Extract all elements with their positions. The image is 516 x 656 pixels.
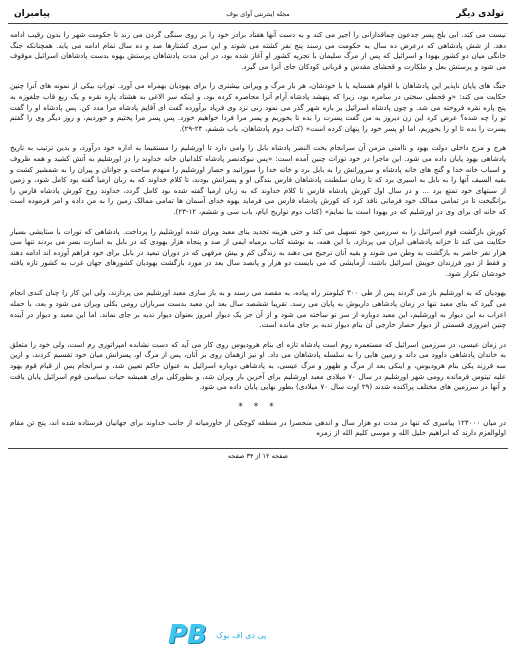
- paragraph-last: در میان ۱۲۴۰۰۰ پیامبری که تنها در مدت دو هزار سال و اندهی منحصرا در منطقه کوچکی از خاورمیانه از جانب خداوند برای جهانیان فرستاده شده اند، پنج تن مقام اولوالعزم دارند که ابراهیم خلیل الله و موسی کلیم الله از زمره: [10, 417, 507, 438]
- book-title: تولدی دیگر: [456, 9, 504, 19]
- paragraph: کورش بازگشت قوم اسرائیل را به سرزمین خود تسهیل می کند و حتی هزینه تجدید بنای معبد ویران شده اورشلیم را پرداخت. پادشاهی که تورات با ستایشی بسیار حکایت می کند تا خزانه پادشاهی ایران می پردازد. با این همه، به نوشته کتاب برمیاه ایمی از صد و پنجاه هزار یهودی که در بابل به اسارت بسر می بردند تنها سی هزار نفر حاضر به بازگشت به وطن می شوند و بقیه آنان ترجیح می دهند به زندگی کم و بیش مرفهی که در دوران تبعید در بابل برای خود فراهم آورده اند ادامه دهند و فقط از دور فرزندان خویش اسرائیل باشند، آزمایشی که می بایست دو هزار و پانصد سال بعد در مورد بازگشت یهودیان کشورهای جهان غرب به کشور تازه یافته خودشان تکرار شود.: [10, 226, 506, 278]
- section-separator: * * *: [238, 401, 278, 412]
- paragraph: در زمان عیسی، در سرزمین اسرائیل که مستعمره روم است پادشاه تازه ای بنام هرودیوس روی کار می آید که دست نشانده امپراتوری رم است، ولی خود را متعلق به خاندان پادشاهی داوود می داند و زمین هایی را به سلسله پادشاهان می داد. او نیز ازهمان روی بر آنان، پس از مرگ او، پسرانش میان خود تقسیم کردند، و ازین سه فرزند یکی بنام هرودیوس، و اینکی بعد از مرگ و ظهور و مرگ عیسی، به پادشاهی دوباره اسرائیل به عنوان حاکم تعیین شد، و سرانجام پس از قیام قوم یهود علیه تیتوس فرمانده رومی شهر اورشلیم در سال ۷۰ میلادی معبد اورشلیم برای آخرین بار ویران شد، و بطورکلی برای همیشه حیات سیاسی قوم اسرائیل پایان یافت و آنها در سرزمین های مختلف پراکنده شدند (۲۹ اوت سال ۷۰ میلادی) بطور نهایی پایان داده می شود.: [10, 339, 506, 392]
- page-number: صفحه ۱۲ از ۳۴ صفحه: [227, 452, 289, 460]
- header-divider: [8, 23, 508, 24]
- footer-divider: [8, 448, 508, 449]
- author-name: پیامبران: [14, 9, 51, 19]
- page-header: [8, 6, 508, 22]
- pdfbook-logo: [168, 620, 358, 650]
- logo-tagline: پی دی اف بوک: [216, 631, 267, 640]
- paragraph: نیست می کند. ابی بلخ پسر جدعون چماقدارانی را اجیر می کند و به دست آنها هفتاد برادر خود را بر روی سنگی گردن می زند تا حکومت شهر را بدون رقیب ادامه دهد. از شش پادشاهی که درعرض ده سال به حکومت می رسند پنج نفر کشته می شوند و این سری کشتارها صد و ده سال تمام ادامه می یابد. همچنانکه جنگ خانگی میان دو کشور یهودا و اسرائیل که پس از مرگ سلیمان با تجزیه کشور او آغاز شده بود، در این مدت پادشاهان پرستش یهوه بدست پادشاهان اسرائیل موقوف می شود و پرستش بعل و ملکارت و قحشای مقدس و قربانی کودکان جای آنرا می گیرد.: [10, 30, 506, 71]
- magazine-name: مجله اینترنتی آوای بوف: [226, 10, 290, 18]
- paragraph: جنگ های پایان ناپذیر این پادشاهان با اقوام همسایه یا با خودشان، هر بار مرگ و ویرانی بیشتری را برای یهودیان بهمراه می آورد. توراتِ بیکی از نمونه های آنرا چنین حکایت می کند: «و قحطی سختی در سامره بود، زیرا که پنهشد پادشاه آرام آنرا محاصره کرده بود، و اینکه سر الاغی به هشتاد پاره نقره و یک ربع قاب جلغوزه به پنج پاره نقره فروخته می شد. و چون پادشاه اسرائیل بر باره شهر گذر می نمود زنی نزد وی فریاد برآورده گفت ای آقایم پادشاه مرا مدد کن. پس پادشاه او را گفت تو را چه شده؟ عرض کرد این زن دیروز به من گفت پسرت را بده تا بخوریم و پسر مرا فردا خواهیم خورد. پس پسر مرا پختیم و خوردیم، و روز دیگر وی را گفتم پسرت را بده تا او را بخوریم، اما او پسر خود را پنهان کرده است» (کتاب دوم پادشاهان، باب ششم، ۲۴-۲۹).: [10, 81, 506, 133]
- paragraph: یهودیان که به اورشلیم باز می گردند پس از طی ۳۰۰ کیلومتر راه پیاده، به مقصد می رسند و به باز سازی معبد اورشلیم می پردازند، ولی این کار را چنان کندی انجام می گیرد که بنای معبد تنها در زمان پادشاهی داریوش به پایان می رسد. تقریبا ششصد سال بعد این معبد بدست سربازان رومی بکلی ویران می شود و بعد، با حمله اعراب به این دیوار به اورشلیم، این معبد دوباره از سر نو ساخته می شود و از آن جز یک دیوار امروز بعنوان دیوار ندبه بر جای نماند. اما این معبد و دیوار در آینده چنین امروزی قسمتی از دیوار حصار خارجی آن بنام دیوار ندبه بر جای مانده است.: [10, 288, 506, 330]
- body-text: [8, 30, 508, 439]
- logo-letters: PB: [168, 620, 207, 650]
- paragraph: هرج و مرج داخلی دولت یهود و ناامنی مزمن آن سرانجام بخت النصر پادشاه بابل را وامی دارد تا اورشلیم را مستقیما به اداره خود درآورد، و بدین ترتیب به تاریخ پادشاهی یهود پایان داده می شود. این ماجرا در خود تورات چنین آمده است: «پس نبوکدنصر پادشاه کلدانیان خانه خداوند را در اورشلیم به آتش کشید و همه ظروف و اسباب خانه خدا و گنج های خانه پادشاه و سرورانش را به بابل برد و خانه خدا را سوزانید و حصار اورشلیم را منهدم ساخت و جوانان و پیران را به شمشیر کشت و بقیه السیف آنها را به بابل به اسیری برد که تا زمان سلطنت پادشاهان فارس بندگی او و پسرانش بودند، تا کلام خداوند که به زبان ارمیا گفته بود کامل شود، و زمین از سبتهای خود تمتع برد ... و در سال اول کورش پادشاه فارس تا کلام خداوند که به زبان ارمیا گفته شده بود کامل گردد، خداوند روح کورش پادشاه فارس را برانگیخت تا در تمامی ممالک خود فرمانی نافذ کرد که کورش پادشاه فارس می فرماید یهوه خدای آسمان ها تمامی ممالک زمین را به من داده و امر فرموده است که خانه ای برای وی در اورشلیم که در یهودا است بنا نمایم» (کتاب دوم تواریخ ایام، باب سی و ششم، ۱۲-۲۳).: [10, 143, 506, 216]
